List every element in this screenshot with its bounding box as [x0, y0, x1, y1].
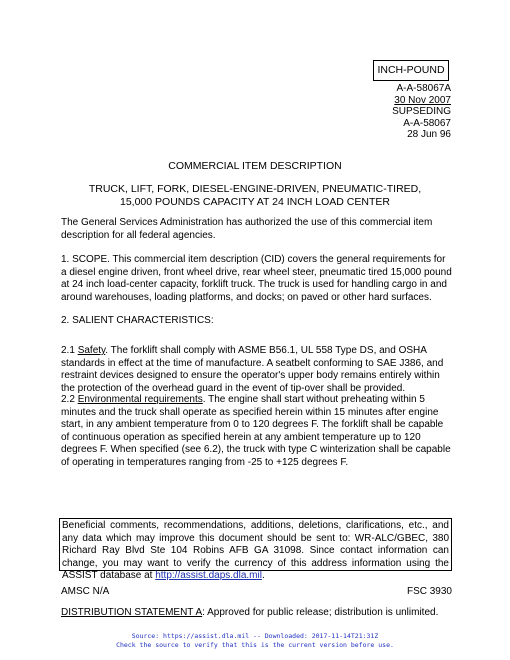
fsc-label: FSC 3930	[406, 586, 452, 597]
environmental-paragraph	[61, 394, 453, 469]
source-line-1: Source: https://assist.dla.mil -- Downloaded: 2017-11-14T21:31Z	[131, 632, 379, 640]
source-line-2: Check the source to verify that this is the current version before use.	[116, 640, 394, 649]
document-date: 30 Nov 2007	[394, 94, 451, 106]
distribution-text: : Approved for public release; distribution is unlimited.	[202, 607, 439, 618]
document-title	[0, 183, 510, 208]
environmental-number: 2.2	[61, 394, 78, 405]
intro-paragraph: The General Services Administration has authorized the use of this commercial item description for all federal agencies.	[61, 217, 433, 241]
document-heading: COMMERCIAL ITEM DESCRIPTION	[168, 160, 342, 172]
distribution-label: DISTRIBUTION STATEMENT A	[61, 607, 203, 618]
source-footer	[0, 632, 510, 649]
scope-paragraph: 1. SCOPE. This commercial item description (CID) covers the general requirements for a diesel engine driven, front wheel drive, rear wheel steer, pneumatic tired 15,000 pound at 24 inch load-center capacity, forklift truck. The truck is used for handling cargo in and around warehouses, loading platforms, and docks; on paved or other hard surfaces.	[61, 254, 452, 303]
superseded-number: A-A-58067	[403, 117, 451, 129]
environmental-text: . The engine shall start without preheating within 5 minutes and the truck shall operate as specified herein within 15 minutes after engine start, in any ambient temperature from 0 to 120 degrees F. The forklift shall be capable of continuous operation as specified herein at any ambient temperature up to 120 degrees F. When specified (see 6.2), the truck with type C winterization shall be capable of operating in temperatures ranging from -25 to +125 degrees F.	[61, 394, 451, 468]
document-identification	[392, 83, 451, 141]
title-line-2: 15,000 POUNDS CAPACITY AT 24 INCH LOAD CENTER	[120, 195, 390, 208]
distribution-statement	[61, 607, 461, 618]
comments-text: Beneficial comments, recommendations, additions, deletions, clarifications, etc., and any data which may improve this document should be sent to: WR-ALC/GBEC, 380 Richard Ray Blvd Ste 104 Robins AFB GA 31098. Since contact information can change, you may want to verify the currency of this address information using the ASSIST database at	[62, 520, 449, 581]
environmental-title: Environmental requirements	[77, 394, 203, 405]
assist-link[interactable]: http://assist.daps.dla.mil	[155, 570, 262, 581]
comments-box	[59, 518, 452, 581]
amsc-label: AMSC N/A	[61, 586, 110, 597]
document-number: A-A-58067A	[396, 83, 451, 94]
superseded-date: 28 Jun 96	[407, 129, 451, 140]
safety-number: 2.1	[61, 345, 78, 356]
safety-title: Safety	[77, 345, 106, 356]
superseding-label: SUPSEDING	[392, 106, 451, 117]
comments-end: .	[261, 570, 265, 581]
safety-paragraph	[61, 345, 453, 395]
inch-pound-box: INCH-POUND	[373, 60, 449, 81]
salient-characteristics-heading: 2. SALIENT CHARACTERISTICS:	[61, 315, 214, 326]
safety-text: . The forklift shall comply with ASME B56.1, UL 558 Type DS, and OSHA standards in effect at the time of manufacture. A seatbelt conforming to SAE J386, and restraint devices designed to ensure the operator's upper body remains entirely within the protection of the overhead guard in the event of tip-over shall be provided.	[61, 345, 444, 394]
title-line-1: TRUCK, LIFT, FORK, DIESEL-ENGINE-DRIVEN, PNEUMATIC-TIRED,	[88, 183, 422, 195]
